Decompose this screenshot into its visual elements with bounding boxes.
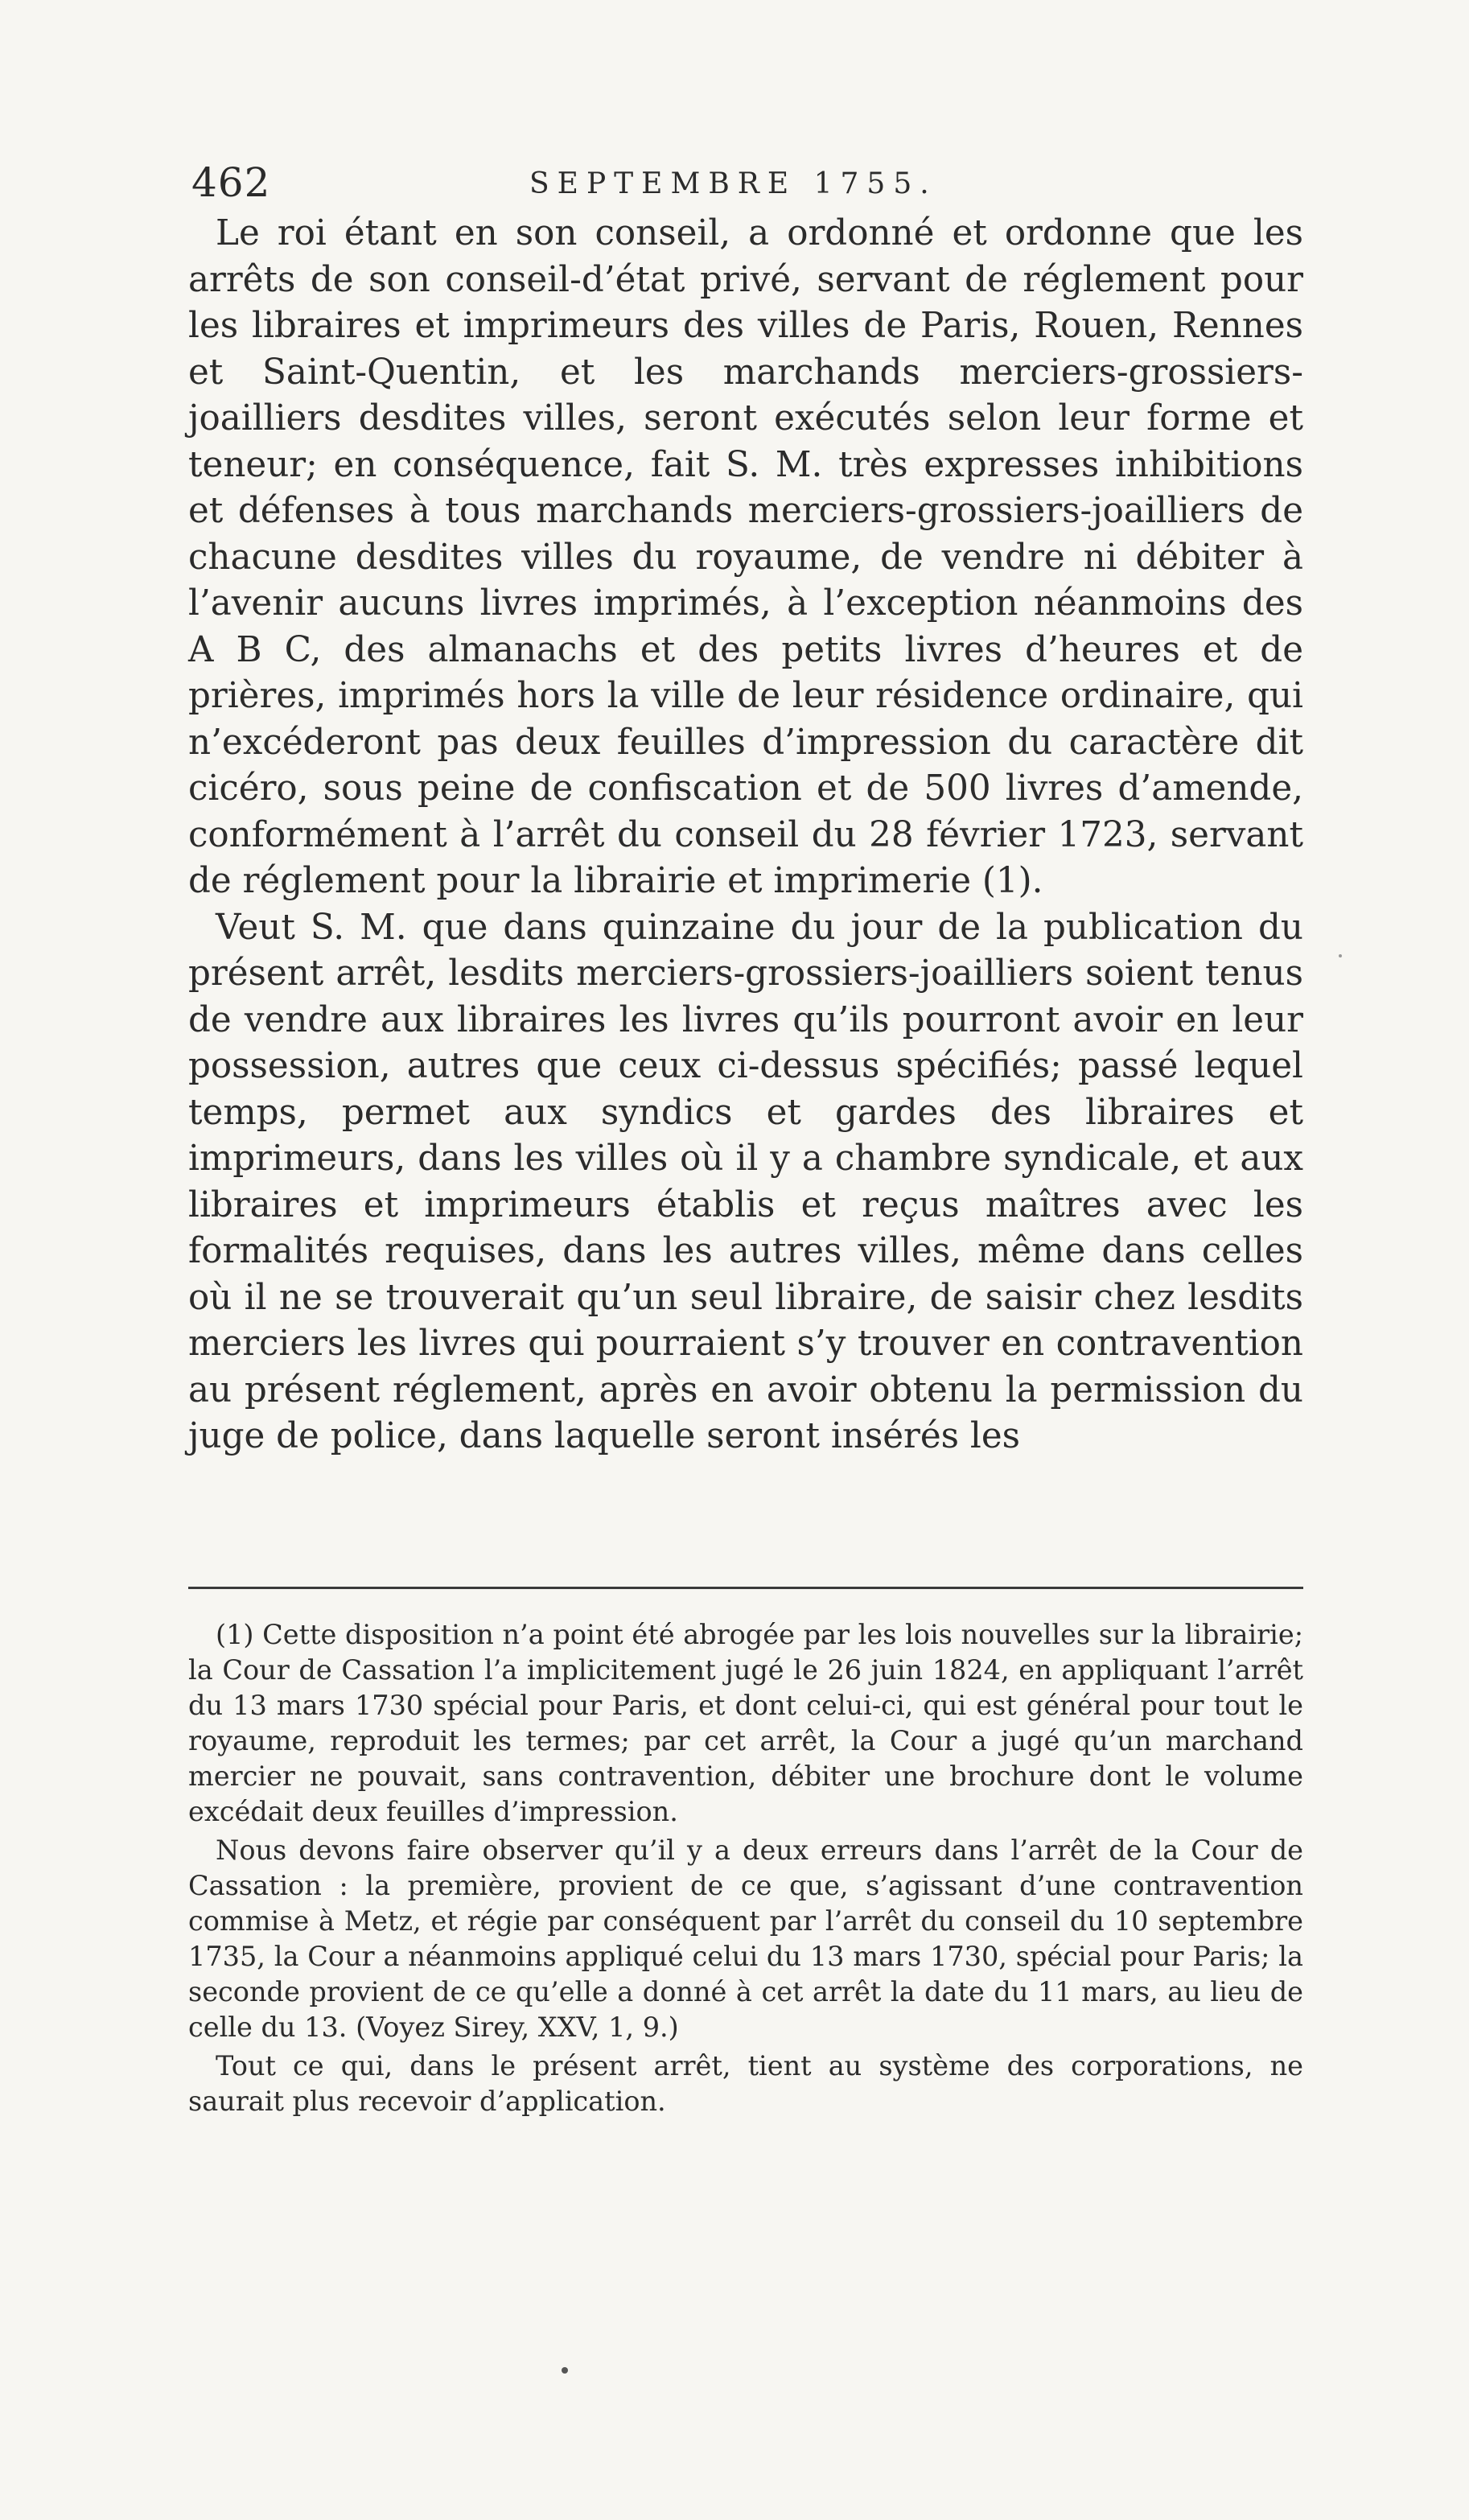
ink-speck — [1339, 954, 1342, 957]
body-paragraph: Le roi étant en son conseil, a ordonné et ordonne que les arrêts de son conseil-d’état privé, servant de réglement pour les libraires et imprimeurs des villes de Paris, Rouen, Rennes et Saint-Quentin, et les marchands merciers-grossiers-joailliers desdites villes, seront exécutés selon leur forme et teneur; en conséquence, fait S. M. très expresses inhibitions et défenses à tous marchands merciers-grossiers-joailliers de chacune desdites villes du royaume, de vendre ni débiter à l’avenir aucuns livres imprimés, à l’exception néanmoins des A B C, des almanachs et des petits livres d’heures et de prières, imprimés hors la ville de leur résidence ordinaire, qui n’excéderont pas deux feuilles d’impression du caractère dit cicéro, sous peine de confiscation et de 500 livres d’amende, conformément à l’arrêt du conseil du 28 février 1723, servant de réglement pour la librairie et imprimerie (1). — [188, 213, 1303, 901]
running-title: SEPTEMBRE 1755. — [529, 167, 937, 200]
footnote-paragraph: Tout ce qui, dans le présent arrêt, tient au système des corporations, ne saurait plus recevoir d’application. — [188, 2050, 1303, 2117]
page-number: 462 — [191, 159, 271, 206]
footnote-paragraph: Nous devons faire observer qu’il y a deux erreurs dans l’arrêt de la Cour de Cassation : la première, provient de ce que, s’agissant d’une contravention commise à Metz, et régie par conséquent par l’arrêt du conseil du 10 septembre 1735, la Cour a néanmoins appliqué celui du 13 mars 1730, spécial pour Paris; la seconde provient de ce qu’elle a donné à cet arrêt la date du 11 mars, au lieu de celle du 13. (Voyez Sirey, XXV, 1, 9.) — [188, 1834, 1303, 2043]
ink-speck — [562, 2367, 568, 2374]
body-paragraph: Veut S. M. que dans quinzaine du jour de la publication du présent arrêt, lesdits merciers-grossiers-joailliers soient tenus de vendre aux libraires les livres qu’ils pourront avoir en leur possession, autres que ceux ci-dessus spécifiés; passé lequel temps, permet aux syndics et gardes des libraires et imprimeurs, dans les villes où il y a chambre syndicale, et aux libraires et imprimeurs établis et reçus maîtres avec les formalités requises, dans les autres villes, même dans celles où il ne se trouverait qu’un seul libraire, de saisir chez lesdits merciers les livres qui pourraient s’y trouver en contravention au présent réglement, après en avoir obtenu la permission du juge de police, dans laquelle seront insérés les — [188, 907, 1303, 1456]
footnote-paragraph: (1) Cette disposition n’a point été abrogée par les lois nouvelles sur la librairie; la Cour de Cassation l’a implicitement jugé le 26 juin 1824, en appliquant l’arrêt du 13 mars 1730 spécial pour Paris, et dont celui-ci, qui est général pour tout le royaume, reproduit les termes; par cet arrêt, la Cour a jugé qu’un marchand mercier ne pouvait, sans contravention, débiter une brochure dont le volume excédait deux feuilles d’impression. — [188, 1619, 1303, 1827]
